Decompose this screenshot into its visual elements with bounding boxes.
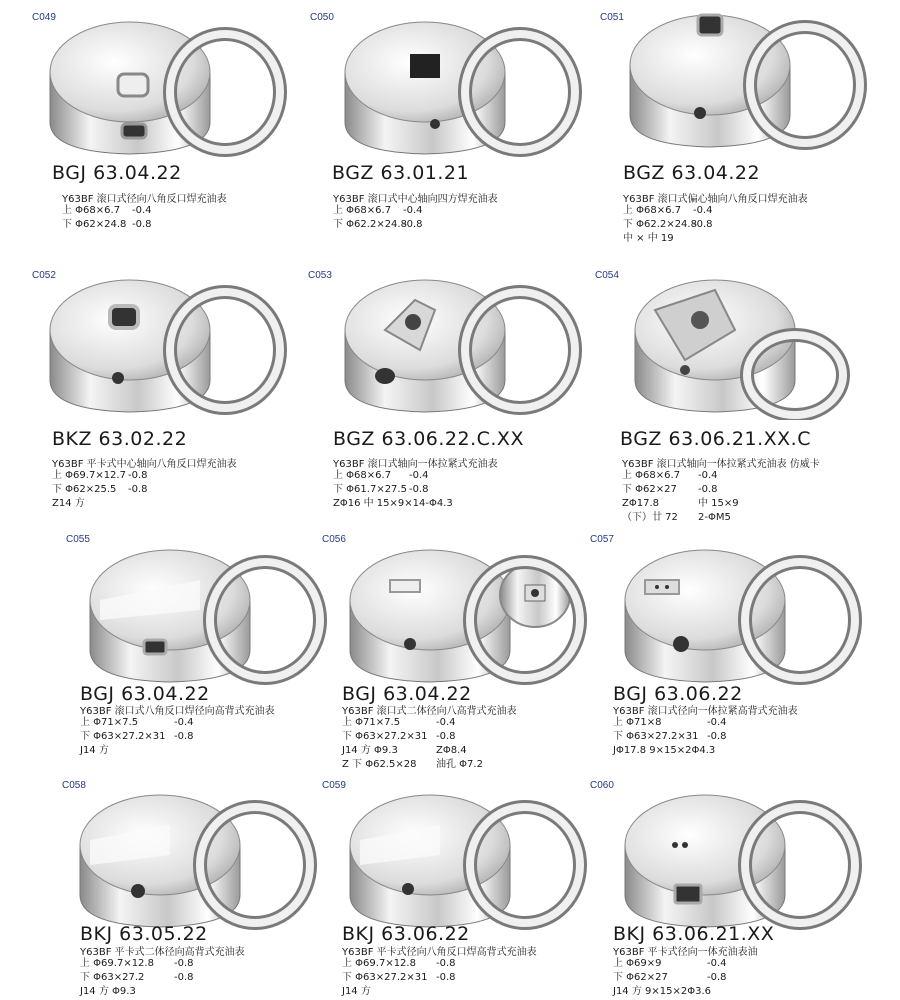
spec-row <box>613 957 727 971</box>
product-description: Y63BF 滚口式偏心轴向八角反口焊充油表 <box>623 194 808 205</box>
spec-dimension: 下 Φ62.2×24.8 <box>623 219 697 230</box>
high-back-housing-image <box>70 540 330 690</box>
spec-row <box>333 204 423 218</box>
spec-dimension: 上 Φ69.7×12.8 <box>342 958 416 969</box>
product-model: BKZ 63.02.22 <box>52 428 188 450</box>
spec-row <box>622 511 739 525</box>
spec-row <box>333 218 423 232</box>
spec-dimension: J14 方 9×15×2Φ3.6 <box>613 986 712 997</box>
spec-tolerance: -0.8 <box>128 484 148 495</box>
spec-dimension: ZΦ16 中 15×9×14-Φ4.3 <box>333 498 453 509</box>
spec-row <box>613 985 727 999</box>
product-code: C059 <box>322 780 346 791</box>
two-piece-housing-image <box>330 540 590 690</box>
spec-row <box>622 469 739 483</box>
spec-dimension: 下 Φ62×27 <box>622 484 677 495</box>
spec-tolerance: -0.8 <box>174 958 194 969</box>
spec-dimension: JΦ17.8 9×15×2Φ4.3 <box>613 745 716 756</box>
spec-dimension: J14 方 <box>80 745 109 756</box>
spec-dimension: 上 Φ69×9 <box>613 958 662 969</box>
spec-row <box>613 716 727 730</box>
spec-dimension: J14 方 Φ9.3 <box>342 745 398 756</box>
spec-tolerance: -0.8 <box>174 972 194 983</box>
product-specs <box>622 469 739 525</box>
product-code: C052 <box>32 270 56 281</box>
product-code: C053 <box>308 270 332 281</box>
product-specs <box>52 469 148 511</box>
spec-dimension: 下 Φ63×27.2×31 <box>613 731 699 742</box>
flat-clip-housing-image <box>60 785 320 935</box>
spec-row <box>52 469 148 483</box>
product-model: BGJ 63.04.22 <box>342 683 472 705</box>
product-specs <box>623 204 713 246</box>
spec-row <box>342 957 456 971</box>
spec-row <box>80 971 194 985</box>
product-description: Y63BF 滚口式轴向一体拉紧式充油表 <box>333 459 498 470</box>
flange-bracket-housing-image <box>615 270 875 420</box>
spec-dimension: 上 Φ71×7.5 <box>342 717 401 728</box>
spec-tolerance: -0.4 <box>436 717 456 728</box>
spec-dimension: 上 Φ68×6.7 <box>623 205 682 216</box>
product-code: C057 <box>590 534 614 545</box>
spec-tolerance: -0.8 <box>174 731 194 742</box>
product-description: Y63BF 平卡式径向一体充油表油 <box>613 947 758 958</box>
product-specs <box>342 957 456 999</box>
product-model: BKJ 63.06.22 <box>342 923 470 945</box>
spec-dimension: 下 Φ61.7×27.5 <box>333 484 407 495</box>
spec-row <box>80 957 194 971</box>
spec-dimension: 上 Φ68×6.7 <box>333 205 392 216</box>
product-code: C056 <box>322 534 346 545</box>
spec-row <box>613 730 727 744</box>
spec-tolerance: -0.4 <box>707 717 727 728</box>
spec-row <box>623 218 713 232</box>
spec-dimension: 下 Φ62.2×24.8 <box>333 219 407 230</box>
product-code: C051 <box>600 12 624 23</box>
spec-row <box>80 744 194 758</box>
product-description: Y63BF 滚口式径向一体拉紧高背式充油表 <box>613 706 798 717</box>
integral-bracket-housing-image <box>325 270 585 420</box>
spec-dimension: Z 下 Φ62.5×28 <box>342 759 417 770</box>
spec-dimension: 下 Φ63×27.2×31 <box>342 972 428 983</box>
product-model: BGJ 63.06.22 <box>613 683 743 705</box>
spec-tolerance: -0.4 <box>132 205 152 216</box>
product-specs <box>342 716 483 772</box>
product-specs <box>333 204 423 232</box>
product-model: BGJ 63.04.22 <box>52 162 182 184</box>
spec-dimension: 下 Φ62×24.8 <box>62 219 127 230</box>
spec-dimension: 下 Φ63×27.2 <box>80 972 145 983</box>
spec-row <box>613 971 727 985</box>
spec-tolerance: -0.8 <box>707 731 727 742</box>
spec-row <box>342 971 456 985</box>
spec-row <box>52 483 148 497</box>
product-code: C055 <box>66 534 90 545</box>
product-description: Y63BF 滚口式径向八角反口焊充油表 <box>62 194 227 205</box>
product-specs <box>613 957 727 999</box>
product-specs <box>333 469 453 511</box>
spec-dimension: 上 Φ71×7.5 <box>80 717 139 728</box>
product-model: BGZ 63.06.22.C.XX <box>333 428 524 450</box>
spec-row <box>623 204 713 218</box>
spec-tolerance: -0.8 <box>403 219 423 230</box>
spec-tolerance: -0.4 <box>707 958 727 969</box>
spec-tolerance: -0.8 <box>436 958 456 969</box>
product-model: BGZ 63.06.21.XX.C <box>620 428 811 450</box>
product-code: C060 <box>590 780 614 791</box>
spec-row <box>333 497 453 511</box>
product-description: Y63BF 滚口式轴向一体拉紧式充油表 仿威卡 <box>622 459 820 470</box>
spec-row <box>342 744 483 758</box>
spec-tolerance: -0.4 <box>693 205 713 216</box>
product-description: Y63BF 滚口式八角反口焊径向高背式充油表 <box>80 706 275 717</box>
spec-tolerance: -0.4 <box>698 470 718 481</box>
spec-tolerance: -0.8 <box>693 219 713 230</box>
spec-dimension: J14 方 Φ9.3 <box>80 986 136 997</box>
spec-row <box>342 758 483 772</box>
spec-dimension: 下 Φ62×25.5 <box>52 484 117 495</box>
spec-dimension: 上 Φ69.7×12.7 <box>52 470 126 481</box>
spec-tolerance: -0.8 <box>707 972 727 983</box>
spec-row <box>62 204 152 218</box>
spec-dimension: ZΦ17.8 <box>622 498 659 509</box>
product-description: Y63BF 平卡式中心轴向八角反口焊充油表 <box>52 459 237 470</box>
flat-clip-octagon-housing-image <box>330 785 590 935</box>
spec-tolerance: -0.4 <box>403 205 423 216</box>
spec-tolerance: -0.4 <box>174 717 194 728</box>
spec-dimension: 上 Φ68×6.7 <box>333 470 392 481</box>
spec-dimension: 上 Φ69.7×12.8 <box>80 958 154 969</box>
product-code: C054 <box>595 270 619 281</box>
spec-row <box>622 483 739 497</box>
product-code: C058 <box>62 780 86 791</box>
spec-tolerance: -0.8 <box>132 219 152 230</box>
spec-row <box>622 497 739 511</box>
product-model: BGZ 63.04.22 <box>623 162 761 184</box>
product-description: Y63BF 滚口式二体径向八高背式充油表 <box>342 706 517 717</box>
spec-dimension: 下 Φ63×27.2×31 <box>342 731 428 742</box>
octagon-hole-housing-image <box>30 12 290 162</box>
spec-row <box>342 716 483 730</box>
product-specs <box>80 957 194 999</box>
spec-row <box>342 985 456 999</box>
product-description: Y63BF 平卡式二体径向高背式充油表 <box>80 947 245 958</box>
spec-tolerance: 2-ΦM5 <box>698 512 731 523</box>
spec-dimension: 下 Φ63×27.2×31 <box>80 731 166 742</box>
spec-tolerance: -0.8 <box>698 484 718 495</box>
spec-tolerance: -0.4 <box>409 470 429 481</box>
product-specs <box>62 204 152 232</box>
spec-row <box>62 218 152 232</box>
product-code: C050 <box>310 12 334 23</box>
spec-row <box>333 469 429 483</box>
bracket-high-back-housing-image <box>605 540 865 690</box>
spec-row <box>333 483 429 497</box>
spec-row <box>80 716 194 730</box>
flat-clip-bracket-housing-image <box>605 785 865 935</box>
square-hole-housing-image <box>325 12 585 162</box>
product-description: Y63BF 滚口式中心轴向四方焊充油表 <box>333 194 498 205</box>
product-specs <box>80 716 194 758</box>
spec-tolerance: -0.8 <box>436 972 456 983</box>
spec-tolerance: -0.8 <box>128 470 148 481</box>
spec-dimension: Z14 方 <box>52 498 85 509</box>
spec-tolerance: ZΦ8.4 <box>436 745 467 756</box>
spec-row <box>52 497 148 511</box>
spec-tolerance: -0.8 <box>436 731 456 742</box>
product-specs <box>613 716 727 758</box>
product-model: BGZ 63.01.21 <box>332 162 470 184</box>
product-model: BGJ 63.04.22 <box>80 683 210 705</box>
spec-row <box>80 730 194 744</box>
eccentric-octagon-housing-image <box>610 5 870 155</box>
spec-dimension: 上 Φ68×6.7 <box>62 205 121 216</box>
product-model: BKJ 63.05.22 <box>80 923 208 945</box>
spec-tolerance: -0.8 <box>409 484 429 495</box>
spec-tolerance: 油孔 Φ7.2 <box>436 759 483 770</box>
center-octagon-housing-image <box>30 270 290 420</box>
spec-dimension: J14 方 <box>342 986 371 997</box>
spec-dimension: 上 Φ68×6.7 <box>622 470 681 481</box>
spec-row <box>80 985 194 999</box>
product-model: BKJ 63.06.21.XX <box>613 923 775 945</box>
spec-dimension: 下 Φ62×27 <box>613 972 668 983</box>
product-code: C049 <box>32 12 56 23</box>
spec-row <box>623 232 713 246</box>
spec-row <box>613 744 727 758</box>
spec-tolerance: 中 15×9 <box>698 498 739 509</box>
spec-row <box>342 730 483 744</box>
product-description: Y63BF 平卡式径向八角反口焊高背式充油表 <box>342 947 537 958</box>
spec-dimension: 上 Φ71×8 <box>613 717 662 728</box>
spec-dimension: 中 × 中 19 <box>623 233 674 244</box>
spec-dimension: （下）廿 72 <box>622 512 678 523</box>
